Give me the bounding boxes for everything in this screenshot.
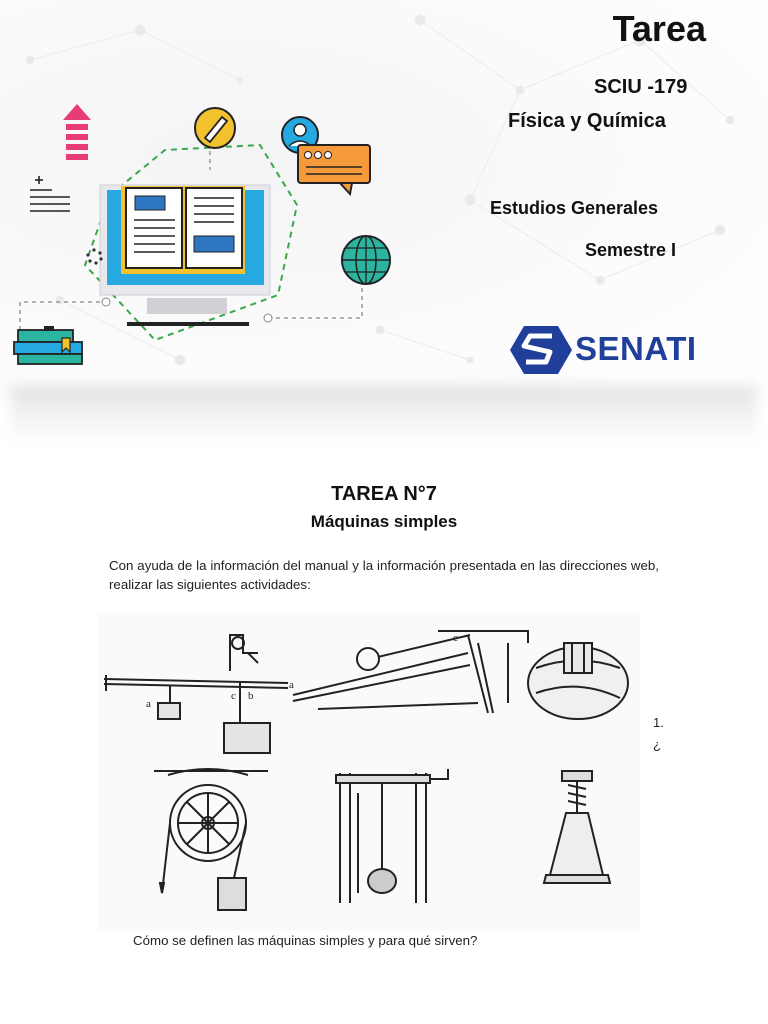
semester-label: Semestre I [585, 240, 677, 260]
cover-title: Tarea [612, 8, 706, 49]
pen-icon [195, 108, 235, 148]
intro-paragraph: Con ayuda de la información del manual y la información presentada en las direcciones web, realizar las siguientes actividades: [109, 558, 659, 592]
figure-label-a: a [146, 698, 151, 710]
department-label: Estudios Generales [490, 198, 659, 218]
task-subtitle: Máquinas simples [310, 512, 458, 531]
simple-machines-figure [98, 613, 640, 931]
figure-label-a2: a [289, 679, 294, 691]
course-code: SCIU -179 [594, 76, 688, 98]
logo-text: SENATI [575, 330, 697, 367]
inclined-plane-drawing [293, 631, 528, 713]
globe-icon [342, 236, 390, 284]
arrow-up-icon [63, 104, 91, 160]
windlass-drawing [336, 769, 448, 903]
wedge-drawing [528, 643, 628, 719]
document-lines-icon [30, 176, 70, 211]
chat-bubble-icon [298, 145, 370, 194]
education-illustration [0, 90, 420, 380]
side-number: 1. [653, 715, 664, 730]
cover-header [0, 0, 768, 400]
lever-drawing [104, 635, 288, 753]
course-subject: Física y Química [508, 110, 666, 132]
question-1: Cómo se definen las máquinas simples y para qué sirven? [133, 933, 478, 948]
side-question-mark: ¿ [653, 737, 661, 752]
pulley-drawing [154, 769, 268, 910]
figure-label-c: c [231, 690, 236, 702]
figure-label-c2: c [453, 632, 458, 644]
screw-jack-drawing [544, 771, 610, 883]
task-title: TAREA N°7 [331, 483, 437, 505]
books-icon [14, 326, 82, 364]
figure-label-b: b [248, 690, 254, 702]
monitor-book-icon [100, 185, 270, 326]
cover-shadow [10, 385, 758, 445]
